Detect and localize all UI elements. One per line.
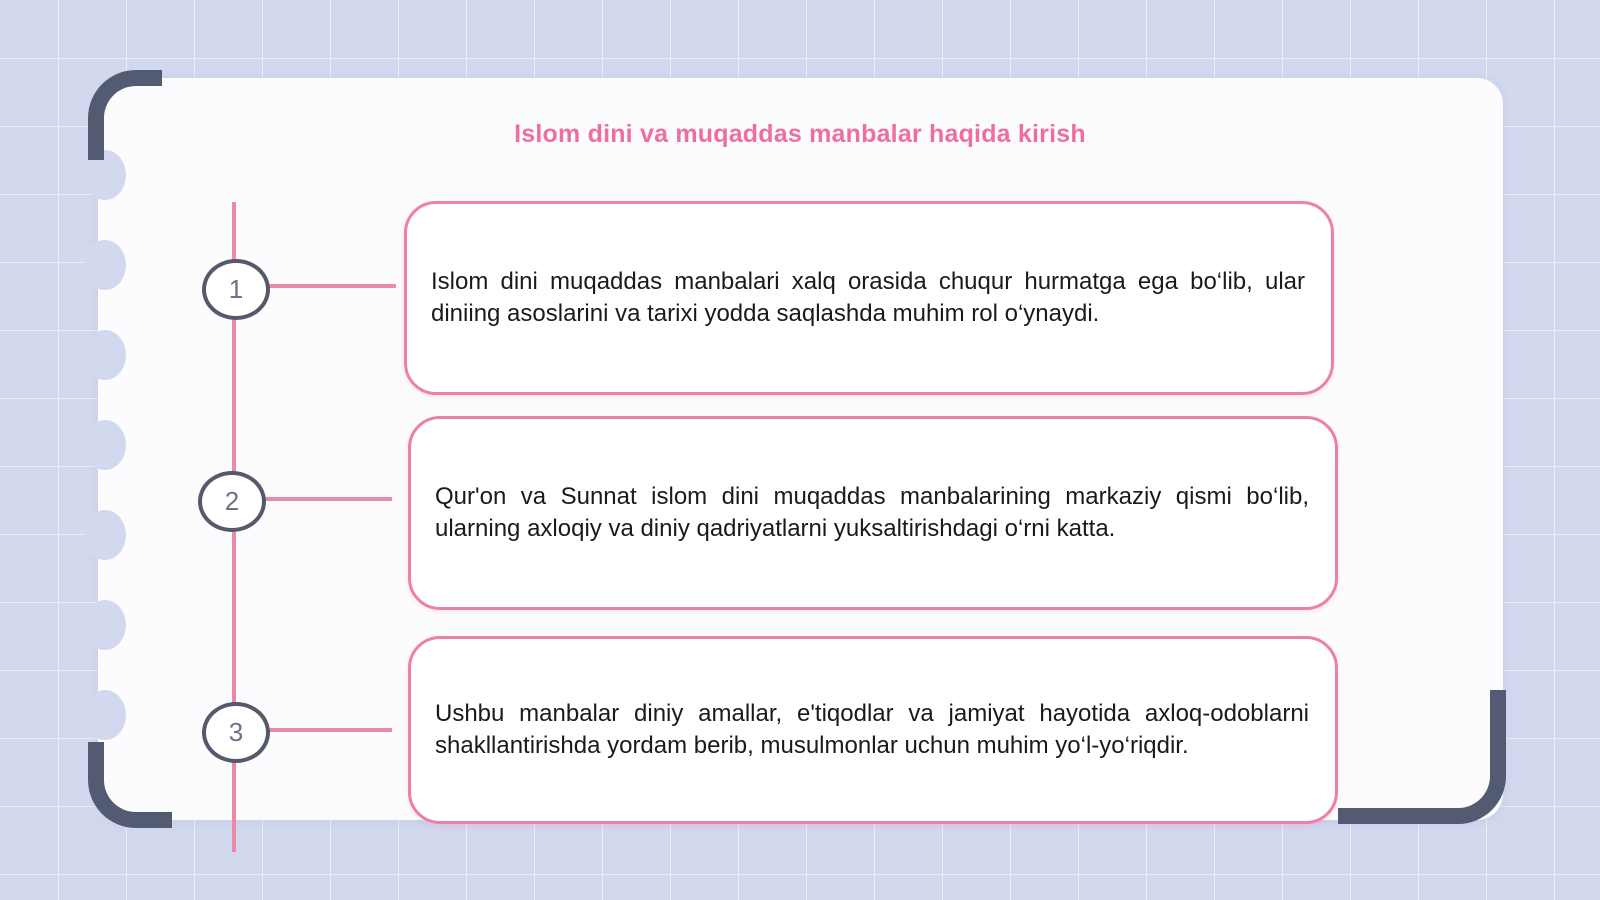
scallop-decoration	[84, 600, 126, 650]
info-card-text: Islom dini muqaddas manbalari xalq orasida chuqur hurmatga ega bo‘lib, ular diniing asoslarini va tarixi yodda saqlashda muhim rol o‘ynaydi.	[431, 268, 1305, 327]
slide-title: Islom dini va muqaddas manbalar haqida kirish	[514, 120, 1086, 148]
info-card-2	[408, 416, 1338, 610]
corner-bracket-bottom-right	[1338, 690, 1506, 824]
step-number-3: 3	[202, 702, 270, 763]
info-card-text: Ushbu manbalar diniy amallar, e'tiqodlar va jamiyat hayotida axloq-odoblarni shakllantirishda yordam berib, musulmonlar uchun muhim yo‘l-yo‘riqdir.	[435, 700, 1309, 759]
scallop-decoration	[84, 330, 126, 380]
scallop-decoration	[84, 690, 126, 740]
info-card-1	[404, 201, 1334, 395]
timeline-connector	[266, 284, 396, 288]
corner-bracket-top-left	[88, 70, 162, 160]
info-card-3	[408, 636, 1338, 824]
scallop-decoration	[84, 240, 126, 290]
corner-bracket-bottom-left	[88, 742, 172, 828]
timeline-connector	[266, 728, 392, 732]
step-number-2: 2	[198, 471, 266, 532]
step-number-1: 1	[202, 259, 270, 320]
timeline-connector	[262, 497, 392, 501]
scallop-decoration	[84, 420, 126, 470]
info-card-text: Qur'on va Sunnat islom dini muqaddas manbalarining markaziy qismi bo‘lib, ularning axloqiy va diniy qadriyatlarni yuksaltirishdagi o‘rni katta.	[435, 483, 1309, 542]
scallop-decoration	[84, 510, 126, 560]
